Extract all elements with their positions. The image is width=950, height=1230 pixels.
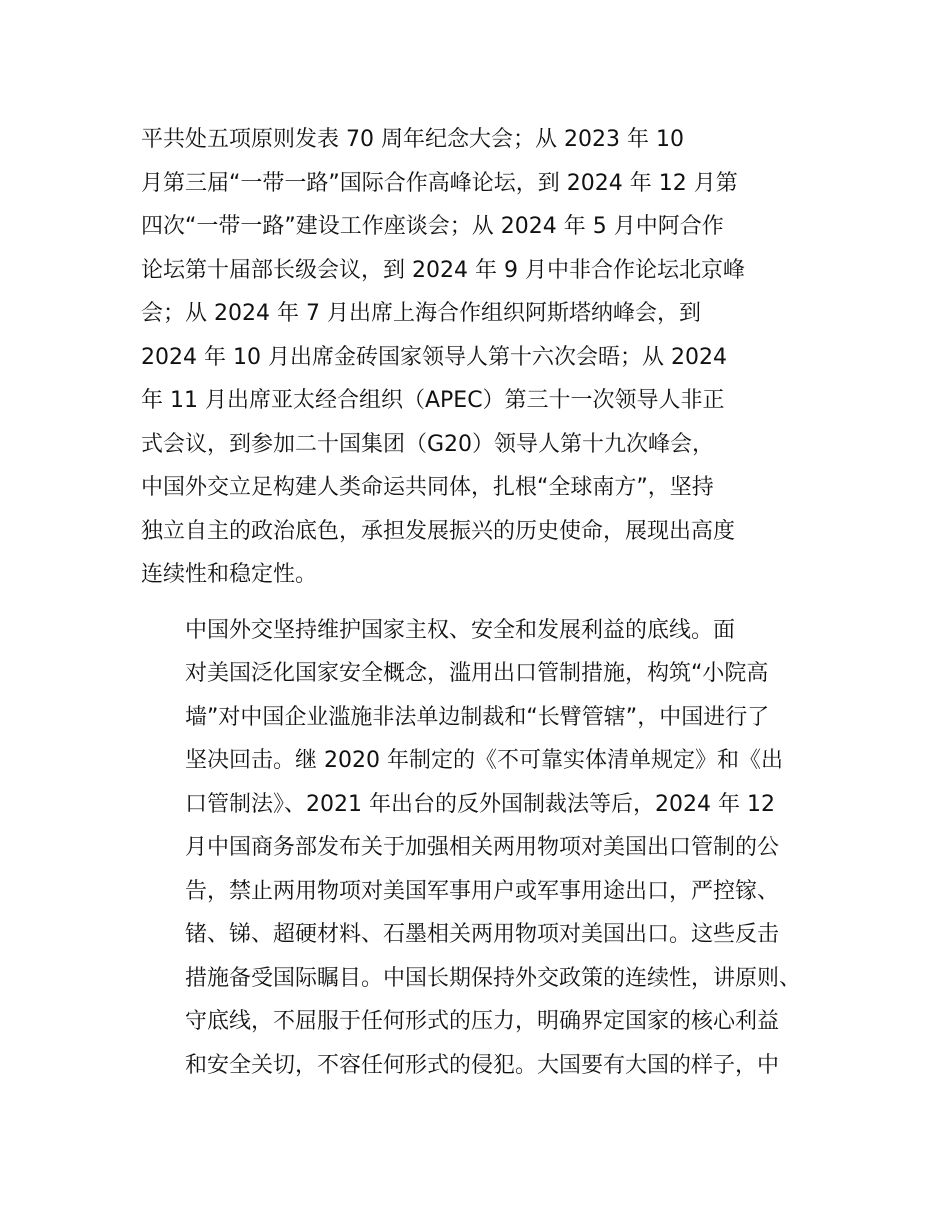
paragraph-line: 论坛第十届部长级会议，到 2024 年 9 月中非合作论坛北京峰 bbox=[141, 257, 745, 283]
paragraph-line: 平共处五项原则发表 70 周年纪念大会；从 2023 年 10 bbox=[141, 127, 684, 152]
paragraph-line: 2024 年 10 月出席金砖国家领导人第十六次会晤；从 2024 bbox=[141, 344, 727, 370]
paragraph-line: 月第三届“一带一路”国际合作高峰论坛，到 2024 年 12 月第 bbox=[141, 170, 738, 196]
paragraph-line: 锗、锑、超硬材料、石墨相关两用物项对美国出口。这些反击 bbox=[185, 922, 780, 947]
paragraph-line: 和安全关切，不容任何形式的侵犯。大国要有大国的样子，中 bbox=[185, 1052, 780, 1078]
paragraph-line: 四次“一带一路”建设工作座谈会；从 2024 年 5 月中阿合作 bbox=[141, 214, 724, 239]
paragraph-line: 年 11 月出席亚太经合组织（APEC）第三十一次领导人非正 bbox=[141, 388, 725, 413]
paragraph-line: 中国外交立足构建人类命运共同体，扎根“全球南方”，坚持 bbox=[141, 475, 714, 500]
paragraph-line: 口管制法》、2021 年出台的反外国制裁法等后，2024 年 12 bbox=[185, 791, 775, 817]
paragraph-line: 连续性和稳定性。 bbox=[141, 562, 318, 587]
paragraph-2 bbox=[141, 609, 813, 1088]
paragraph-line: 式会议，到参加二十国集团（G20）领导人第十九次峰会， bbox=[141, 431, 715, 457]
paragraph-line: 墙”对中国企业滥施非法单边制裁和“长臂管辖”，中国进行了 bbox=[185, 704, 770, 730]
paragraph-1 bbox=[141, 118, 813, 597]
paragraph-line: 告，禁止两用物项对美国军事用户或军事用途出口，严控镓、 bbox=[185, 878, 780, 904]
document-body bbox=[141, 118, 813, 1087]
paragraph-line: 独立自主的政治底色，承担发展振兴的历史使命，展现出高度 bbox=[141, 518, 736, 544]
paragraph-line: 坚决回击。继 2020 年制定的《不可靠实体清单规定》和《出 bbox=[185, 748, 783, 773]
paragraph-line: 守底线，不屈服于任何形式的压力，明确界定国家的核心利益 bbox=[185, 1009, 780, 1034]
paragraph-line: 月中国商务部发布关于加强相关两用物项对美国出口管制的公 bbox=[185, 835, 780, 860]
paragraph-line: 会；从 2024 年 7 月出席上海合作组织阿斯塔纳峰会，到 bbox=[141, 301, 701, 326]
paragraph-line: 措施备受国际瞩目。中国长期保持外交政策的连续性，讲原则、 bbox=[185, 965, 802, 991]
paragraph-line: 对美国泛化国家安全概念，滥用出口管制措施，构筑“小院高 bbox=[185, 661, 769, 686]
paragraph-line: 中国外交坚持维护国家主权、安全和发展利益的底线。面 bbox=[185, 617, 736, 643]
